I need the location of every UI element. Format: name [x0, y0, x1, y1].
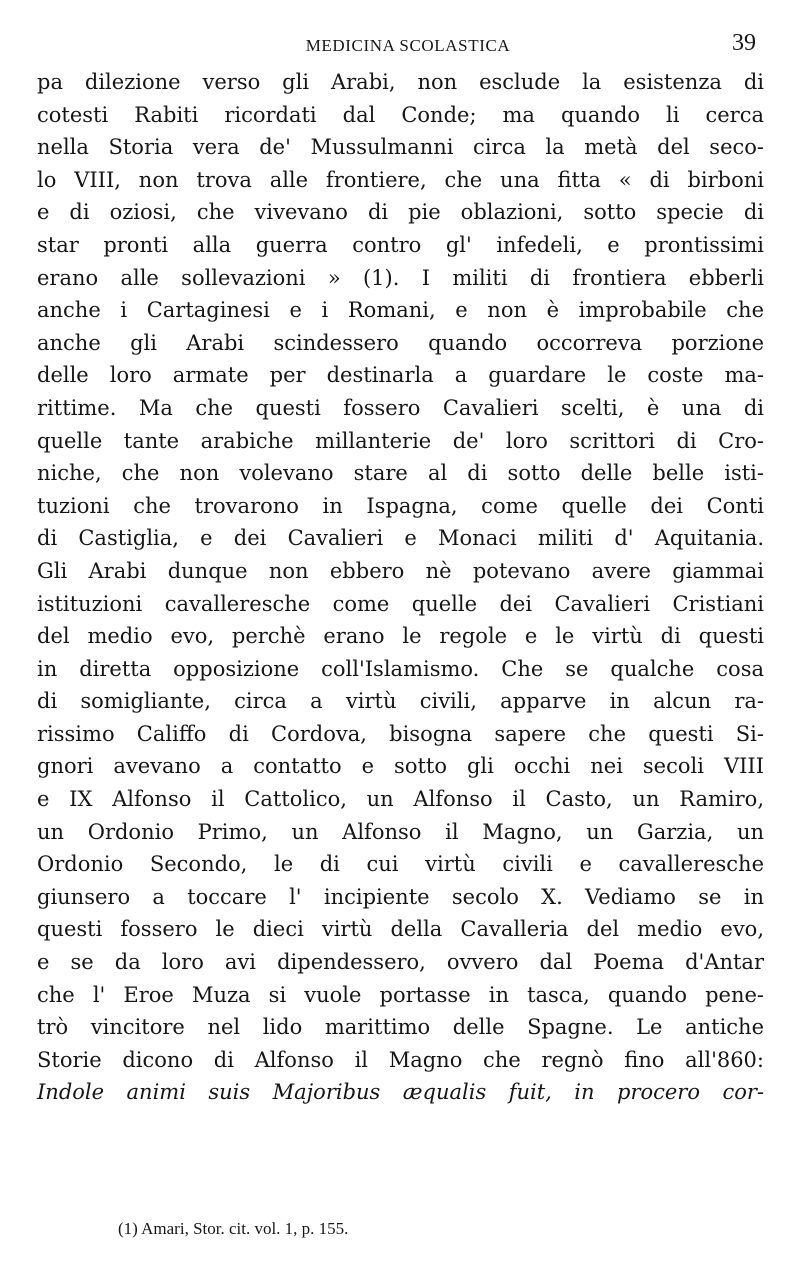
- latin-quote-line: Indole animi suis Majoribus æqualis fuit, in procero cor-: [37, 1080, 764, 1105]
- text-line: nella Storia vera de' Mussulmanni circa la metà del seco-: [37, 135, 764, 160]
- text-line: istituzioni cavalleresche come quelle dei Cavalieri Cristiani: [37, 591, 764, 616]
- text-line: niche, che non volevano stare al di sotto delle belle isti-: [37, 461, 764, 486]
- text-line: cotesti Rabiti ricordati dal Conde; ma quando li cerca: [37, 102, 764, 127]
- text-line: di Castiglia, e dei Cavalieri e Monaci militi d' Aquitania.: [37, 526, 764, 551]
- text-line: delle loro armate per destinarla a guardare le coste ma-: [37, 363, 764, 388]
- text-line: e di oziosi, che vivevano di pie oblazioni, sotto specie di: [37, 200, 764, 225]
- text-line: in diretta opposizione coll'Islamismo. Che se qualche cosa: [37, 656, 764, 681]
- text-line: gnori avevano a contatto e sotto gli occhi nei secoli VIII: [37, 754, 764, 779]
- text-line: lo VIII, non trova alle frontiere, che una fitta « di birboni: [37, 167, 764, 192]
- text-line: anche i Cartaginesi e i Romani, e non è improbabile che: [37, 298, 764, 323]
- text-line: Gli Arabi dunque non ebbero nè potevano avere giammai: [37, 558, 764, 583]
- text-line: Storie dicono di Alfonso il Magno che regnò fino all'860:: [37, 1047, 764, 1072]
- text-line: star pronti alla guerra contro gl' infedeli, e prontissimi: [37, 232, 764, 257]
- text-line: trò vincitore nel lido marittimo delle Spagne. Le antiche: [37, 1015, 764, 1040]
- text-line: e se da loro avi dipendessero, ovvero dal Poema d'Antar: [37, 950, 764, 975]
- text-line: e IX Alfonso il Cattolico, un Alfonso il Casto, un Ramiro,: [37, 787, 764, 812]
- text-line: erano alle sollevazioni » (1). I militi di frontiera ebberli: [37, 265, 764, 290]
- text-line: rittime. Ma che questi fossero Cavalieri scelti, è una di: [37, 395, 764, 420]
- text-line: questi fossero le dieci virtù della Cavalleria del medio evo,: [37, 917, 764, 942]
- running-title: MEDICINA SCOLASTICA: [305, 36, 511, 55]
- text-line: del medio evo, perchè erano le regole e le virtù di questi: [37, 624, 764, 649]
- text-line: anche gli Arabi scindessero quando occorreva porzione: [37, 330, 764, 355]
- text-line: Ordonio Secondo, le di cui virtù civili e cavalleresche: [37, 852, 764, 877]
- footnote: (1) Amari, Stor. cit. vol. 1, p. 155.: [118, 1219, 349, 1238]
- text-line: quelle tante arabiche millanterie de' loro scrittori di Cro-: [37, 428, 764, 453]
- body-text: [37, 66, 764, 1109]
- text-line: rissimo Califfo di Cordova, bisogna sapere che questi Si-: [37, 721, 764, 746]
- running-head: [60, 30, 756, 62]
- text-line: un Ordonio Primo, un Alfonso il Magno, un Garzia, un: [37, 819, 764, 844]
- text-line: tuzioni che trovarono in Ispagna, come quelle dei Conti: [37, 493, 764, 518]
- text-line: pa dilezione verso gli Arabi, non esclude la esistenza di: [37, 70, 764, 94]
- text-line: giunsero a toccare l' incipiente secolo X. Vediamo se in: [37, 884, 764, 909]
- page-number: 39: [732, 30, 756, 56]
- text-line: che l' Eroe Muza si vuole portasse in tasca, quando pene-: [37, 982, 764, 1007]
- text-line: di somigliante, circa a virtù civili, apparve in alcun ra-: [37, 689, 764, 714]
